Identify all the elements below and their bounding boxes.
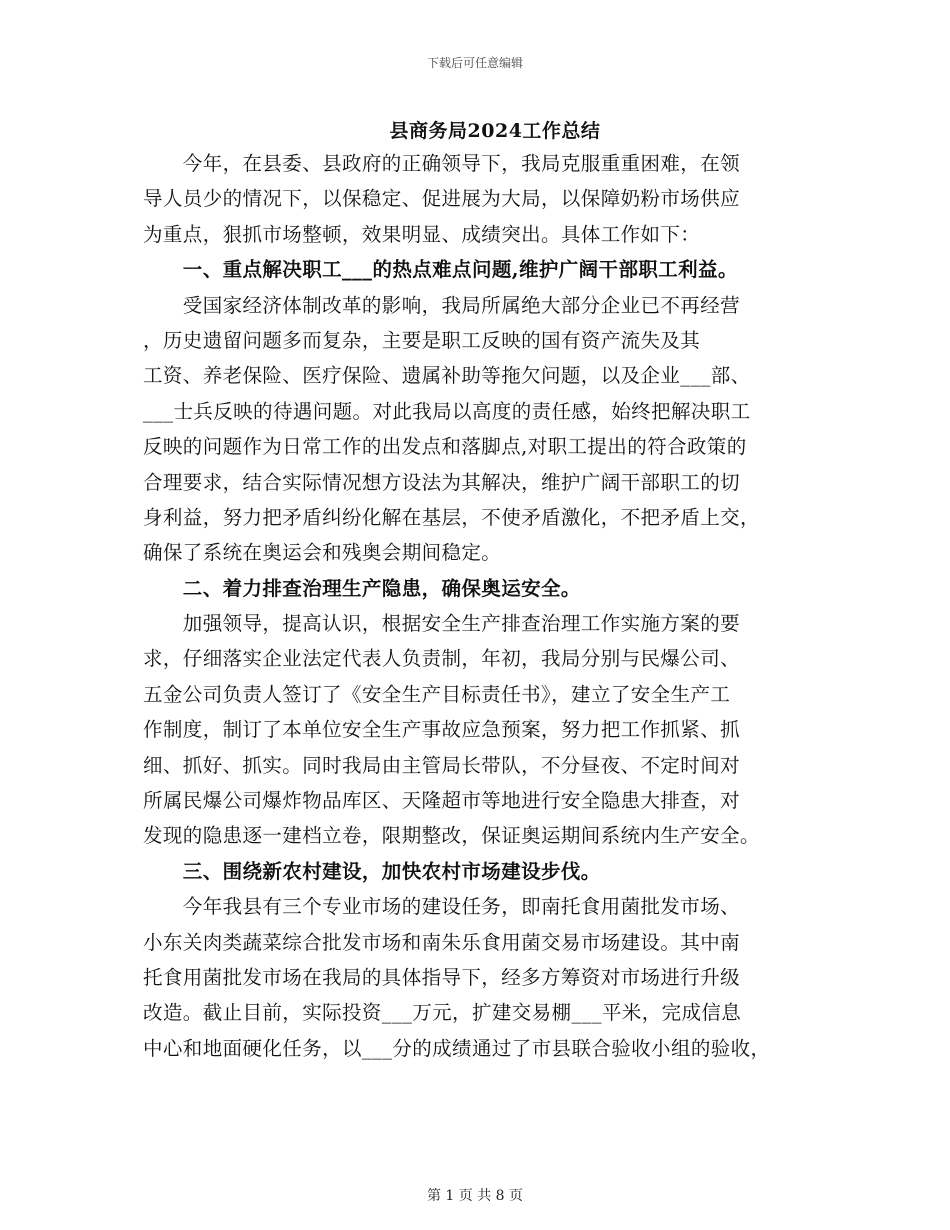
body-line: 作制度，制订了本单位安全生产事故应急预案，努力把工作抓紧、抓 [143,718,741,742]
body-line: 小东关肉类蔬菜综合批发市场和南朱乐食用菌交易市场建设。其中南 [143,930,741,954]
body-line: 为重点，狠抓市场整顿，效果明显、成绩突出。具体工作如下： [143,222,701,246]
body-line: 今年我县有三个专业市场的建设任务，即南托食用菌批发市场、 [143,895,741,919]
header-note: 下载后可任意编辑 [426,56,523,70]
body-line: 今年，在县委、县政府的正确领导下，我局克服重重困难，在领 [143,152,741,175]
body-line: 中心和地面硬化任务，以___分的成绩通过了市县联合验收小组的验收， [143,1036,771,1060]
body-line: 导人员少的情况下，以保稳定、促进展为大局，以保障奶粉市场供应 [143,187,741,211]
body-line: 细、抓好、抓实。同时我局由主管局长带队，不分昼夜、不定时间对 [143,753,741,777]
document-title: 县商务局2024工作总结 [389,120,601,142]
body-line: 加强领导，提高认识，根据安全生产排查治理工作实施方案的要 [143,612,741,636]
body-line: 合理要求，结合实际情况想方设法为其解决，维护广阔干部职工的切 [143,470,741,494]
page-footer: 第 1 页 共 8 页 [426,1188,524,1204]
body-line: ___士兵反映的待遇问题。对此我局以高度的责任感，始终把解决职工 [143,399,751,423]
body-line: 身利益，努力把矛盾纠纷化解在基层，不使矛盾激化，不把矛盾上交， [143,505,760,529]
body-line: 发现的隐患逐一建档立卷，限期整改，保证奥运期间系统内生产安全。 [143,824,760,848]
body-line: 改造。截止目前，实际投资___万元，扩建交易棚___平米，完成信息 [143,1001,742,1025]
body-line: 托食用菌批发市场在我局的具体指导下，经多方筹资对市场进行升级 [143,965,741,989]
body-line: 求，仔细落实企业法定代表人负责制，年初，我局分别与民爆公司、 [143,647,741,671]
document-body [143,146,808,1066]
body-line: ，历史遗留问题多而复杂，主要是职工反映的国有资产流失及其 [143,328,701,352]
section-heading-3: 三、围绕新农村建设，加快农村市场建设步伐。 [143,859,601,883]
section-heading-1: 一、重点解决职工___的热点难点问题,维护广阔干部职工利益。 [143,258,738,282]
section-heading-2: 二、着力排查治理生产隐患，确保奥运安全。 [143,576,581,600]
body-line: 反映的问题作为日常工作的出发点和落脚点,对职工提出的符合政策的 [143,435,747,459]
body-line: 五金公司负责人签订了《安全生产目标责任书》，建立了安全生产工 [143,682,731,706]
body-line: 所属民爆公司爆炸物品库区、天隆超市等地进行安全隐患大排查，对 [143,789,741,813]
body-line: 受国家经济体制改革的影响，我局所属绝大部分企业已不再经营 [143,293,741,317]
body-line: 确保了系统在奥运会和残奥会期间稳定。 [143,541,502,565]
body-line: 工资、养老保险、医疗保险、遗属补助等拖欠问题，以及企业___部、 [143,364,751,388]
